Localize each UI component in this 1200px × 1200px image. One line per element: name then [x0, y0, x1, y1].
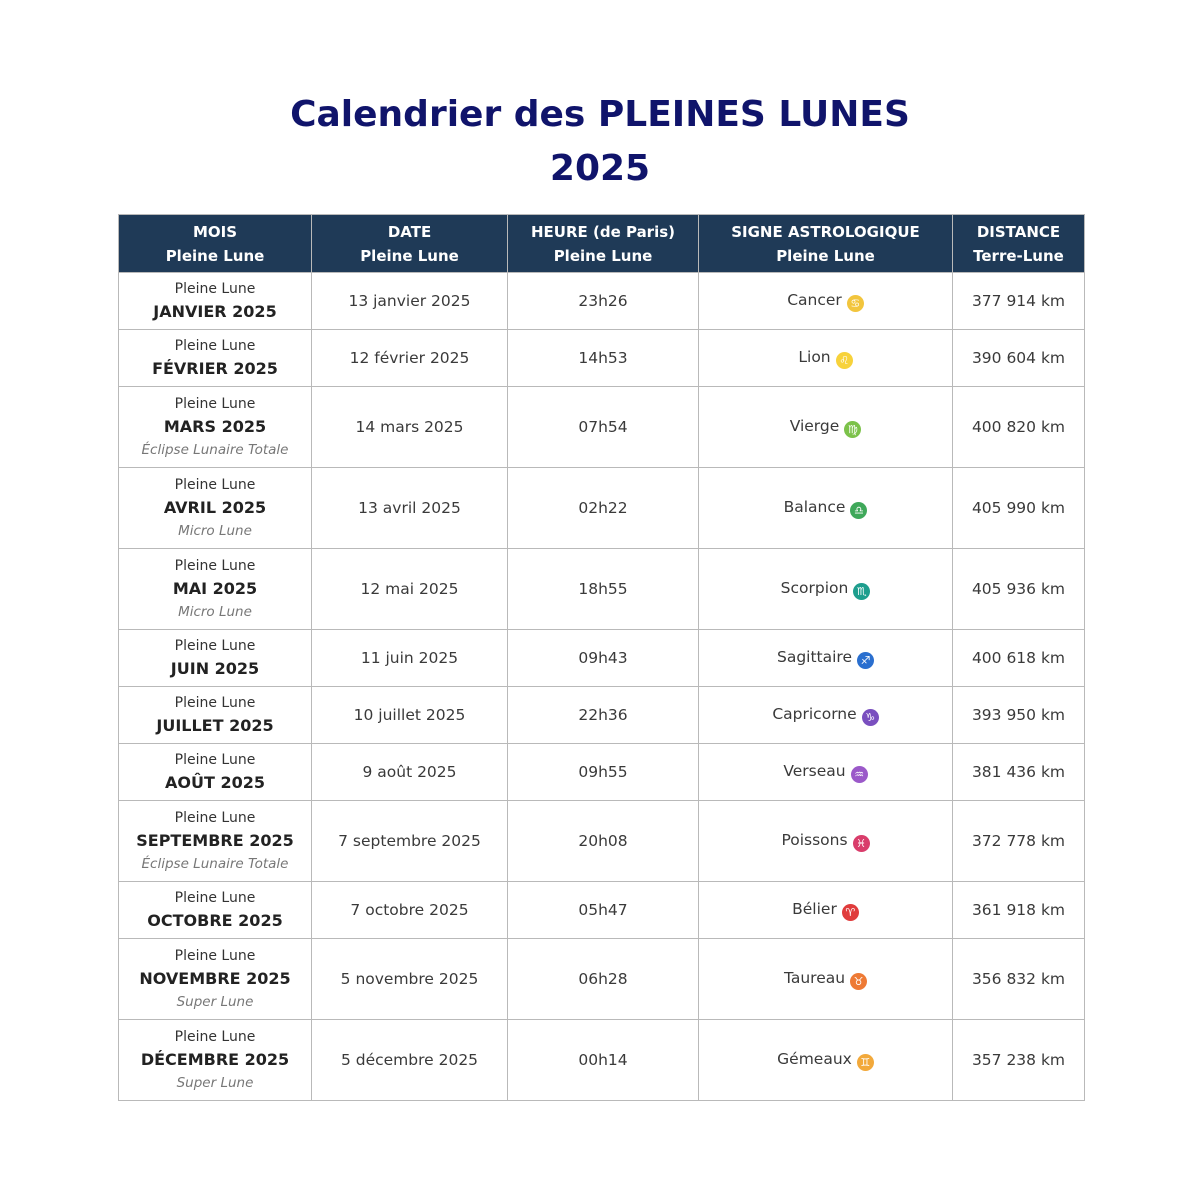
taurus-icon: ♉ — [850, 973, 867, 990]
distance-cell: 381 436 km — [953, 744, 1085, 801]
distance-cell: 400 618 km — [953, 630, 1085, 687]
month-name: SEPTEMBRE 2025 — [136, 831, 294, 850]
header-sign-line2: Pleine Lune — [776, 246, 875, 265]
header-time-line2: Pleine Lune — [553, 246, 653, 265]
sign-label: Sagittaire — [776, 647, 852, 666]
virgo-icon: ♍ — [844, 421, 861, 438]
date-cell: 12 mai 2025 — [312, 549, 508, 630]
sign-cell — [699, 801, 953, 882]
month-cell — [119, 801, 312, 882]
table-row — [119, 468, 1085, 549]
date-cell: 11 juin 2025 — [312, 630, 508, 687]
date-cell: 9 août 2025 — [312, 744, 508, 801]
time-cell: 06h28 — [508, 939, 699, 1020]
sign-label: Poissons — [781, 830, 848, 849]
month-cell — [119, 687, 312, 744]
month-name: FÉVRIER 2025 — [152, 359, 278, 378]
sign-cell — [699, 330, 953, 387]
libra-icon: ♎ — [850, 502, 867, 519]
header-distance — [953, 215, 1085, 273]
sign-cell — [699, 744, 953, 801]
month-prefix: Pleine Lune — [174, 558, 256, 574]
sign-cell — [699, 549, 953, 630]
table-row — [119, 801, 1085, 882]
sign-label: Vierge — [789, 416, 840, 435]
table-row — [119, 630, 1085, 687]
header-sign-line1: SIGNE ASTROLOGIQUE — [731, 222, 920, 241]
distance-cell: 357 238 km — [953, 1020, 1085, 1101]
month-cell — [119, 330, 312, 387]
distance-cell: 400 820 km — [953, 387, 1085, 468]
sagittarius-icon: ♐ — [857, 652, 874, 669]
month-note: Super Lune — [176, 994, 254, 1010]
time-cell: 05h47 — [508, 882, 699, 939]
month-prefix: Pleine Lune — [174, 396, 256, 412]
month-prefix: Pleine Lune — [174, 638, 256, 654]
sign-label: Cancer — [787, 290, 842, 309]
gemini-icon: ♊ — [857, 1054, 874, 1071]
page-title-line2: 2025 — [549, 148, 651, 189]
table-row — [119, 1020, 1085, 1101]
sign-cell — [699, 630, 953, 687]
distance-cell: 393 950 km — [953, 687, 1085, 744]
month-prefix: Pleine Lune — [174, 752, 256, 768]
distance-cell: 356 832 km — [953, 939, 1085, 1020]
table-row — [119, 939, 1085, 1020]
month-name: JUIN 2025 — [170, 659, 260, 678]
table-row — [119, 330, 1085, 387]
month-cell — [119, 939, 312, 1020]
sign-label: Balance — [783, 497, 846, 516]
header-distance-line2: Terre-Lune — [973, 246, 1064, 265]
table-row — [119, 273, 1085, 330]
month-note: Super Lune — [176, 1075, 254, 1091]
sign-label: Capricorne — [772, 704, 857, 723]
month-cell — [119, 273, 312, 330]
table-row — [119, 549, 1085, 630]
date-cell: 5 décembre 2025 — [312, 1020, 508, 1101]
page-title-line1: Calendrier des PLEINES LUNES — [290, 94, 910, 135]
distance-cell: 405 936 km — [953, 549, 1085, 630]
date-cell: 10 juillet 2025 — [312, 687, 508, 744]
time-cell: 18h55 — [508, 549, 699, 630]
table-header-row — [119, 215, 1085, 273]
table-row — [119, 744, 1085, 801]
sign-cell — [699, 882, 953, 939]
date-cell: 5 novembre 2025 — [312, 939, 508, 1020]
time-cell: 14h53 — [508, 330, 699, 387]
date-cell: 14 mars 2025 — [312, 387, 508, 468]
full-moon-table — [118, 214, 1085, 1101]
capricorn-icon: ♑ — [862, 709, 879, 726]
month-name: JUILLET 2025 — [156, 716, 274, 735]
leo-icon: ♌ — [836, 352, 853, 369]
aries-icon: ♈ — [842, 904, 859, 921]
month-prefix: Pleine Lune — [174, 695, 256, 711]
date-cell: 7 octobre 2025 — [312, 882, 508, 939]
month-prefix: Pleine Lune — [174, 810, 256, 826]
date-cell: 12 février 2025 — [312, 330, 508, 387]
month-cell — [119, 468, 312, 549]
time-cell: 09h55 — [508, 744, 699, 801]
month-note: Micro Lune — [178, 523, 252, 539]
sign-cell — [699, 1020, 953, 1101]
page-title — [0, 88, 1200, 196]
scorpio-icon: ♏ — [853, 583, 870, 600]
month-name: NOVEMBRE 2025 — [139, 969, 291, 988]
distance-cell: 361 918 km — [953, 882, 1085, 939]
header-month-line2: Pleine Lune — [165, 246, 265, 265]
month-cell — [119, 1020, 312, 1101]
header-sign — [699, 215, 953, 273]
header-date — [312, 215, 508, 273]
date-cell: 7 septembre 2025 — [312, 801, 508, 882]
cancer-icon: ♋ — [847, 295, 864, 312]
header-date-line1: DATE — [387, 222, 432, 241]
month-prefix: Pleine Lune — [174, 477, 256, 493]
month-prefix: Pleine Lune — [174, 948, 256, 964]
sign-cell — [699, 468, 953, 549]
time-cell: 09h43 — [508, 630, 699, 687]
month-name: AOÛT 2025 — [165, 773, 265, 792]
distance-cell: 372 778 km — [953, 801, 1085, 882]
sign-label: Taureau — [783, 968, 846, 987]
distance-cell: 377 914 km — [953, 273, 1085, 330]
month-note: Éclipse Lunaire Totale — [141, 856, 289, 872]
month-cell — [119, 744, 312, 801]
table-body — [119, 273, 1085, 1101]
header-time-line1: HEURE (de Paris) — [530, 222, 676, 241]
month-note: Éclipse Lunaire Totale — [141, 442, 289, 458]
time-cell: 23h26 — [508, 273, 699, 330]
date-cell: 13 avril 2025 — [312, 468, 508, 549]
sign-label: Scorpion — [780, 578, 849, 597]
time-cell: 07h54 — [508, 387, 699, 468]
distance-cell: 390 604 km — [953, 330, 1085, 387]
table-row — [119, 387, 1085, 468]
header-date-line2: Pleine Lune — [360, 246, 459, 265]
time-cell: 02h22 — [508, 468, 699, 549]
aquarius-icon: ♒ — [851, 766, 868, 783]
month-cell — [119, 549, 312, 630]
sign-label: Lion — [798, 347, 831, 366]
header-month-line1: MOIS — [192, 222, 238, 241]
time-cell: 20h08 — [508, 801, 699, 882]
header-month — [119, 215, 312, 273]
month-prefix: Pleine Lune — [174, 338, 256, 354]
month-name: JANVIER 2025 — [153, 302, 277, 321]
month-cell — [119, 630, 312, 687]
table-row — [119, 882, 1085, 939]
date-cell: 13 janvier 2025 — [312, 273, 508, 330]
pisces-icon: ♓ — [853, 835, 870, 852]
time-cell: 22h36 — [508, 687, 699, 744]
sign-label: Bélier — [792, 899, 837, 918]
month-name: AVRIL 2025 — [163, 498, 267, 517]
month-prefix: Pleine Lune — [174, 281, 256, 297]
month-name: OCTOBRE 2025 — [147, 911, 283, 930]
header-time — [508, 215, 699, 273]
month-name: MARS 2025 — [163, 417, 267, 436]
time-cell: 00h14 — [508, 1020, 699, 1101]
month-cell — [119, 387, 312, 468]
month-prefix: Pleine Lune — [174, 1029, 256, 1045]
header-distance-line1: DISTANCE — [976, 222, 1061, 241]
month-cell — [119, 882, 312, 939]
month-name: DÉCEMBRE 2025 — [140, 1050, 290, 1069]
table-row — [119, 687, 1085, 744]
month-prefix: Pleine Lune — [174, 890, 256, 906]
month-name: MAI 2025 — [172, 579, 258, 598]
sign-cell — [699, 687, 953, 744]
month-note: Micro Lune — [178, 604, 252, 620]
sign-label: Verseau — [783, 761, 846, 780]
sign-cell — [699, 387, 953, 468]
sign-cell — [699, 939, 953, 1020]
sign-label: Gémeaux — [777, 1049, 852, 1068]
sign-cell — [699, 273, 953, 330]
distance-cell: 405 990 km — [953, 468, 1085, 549]
